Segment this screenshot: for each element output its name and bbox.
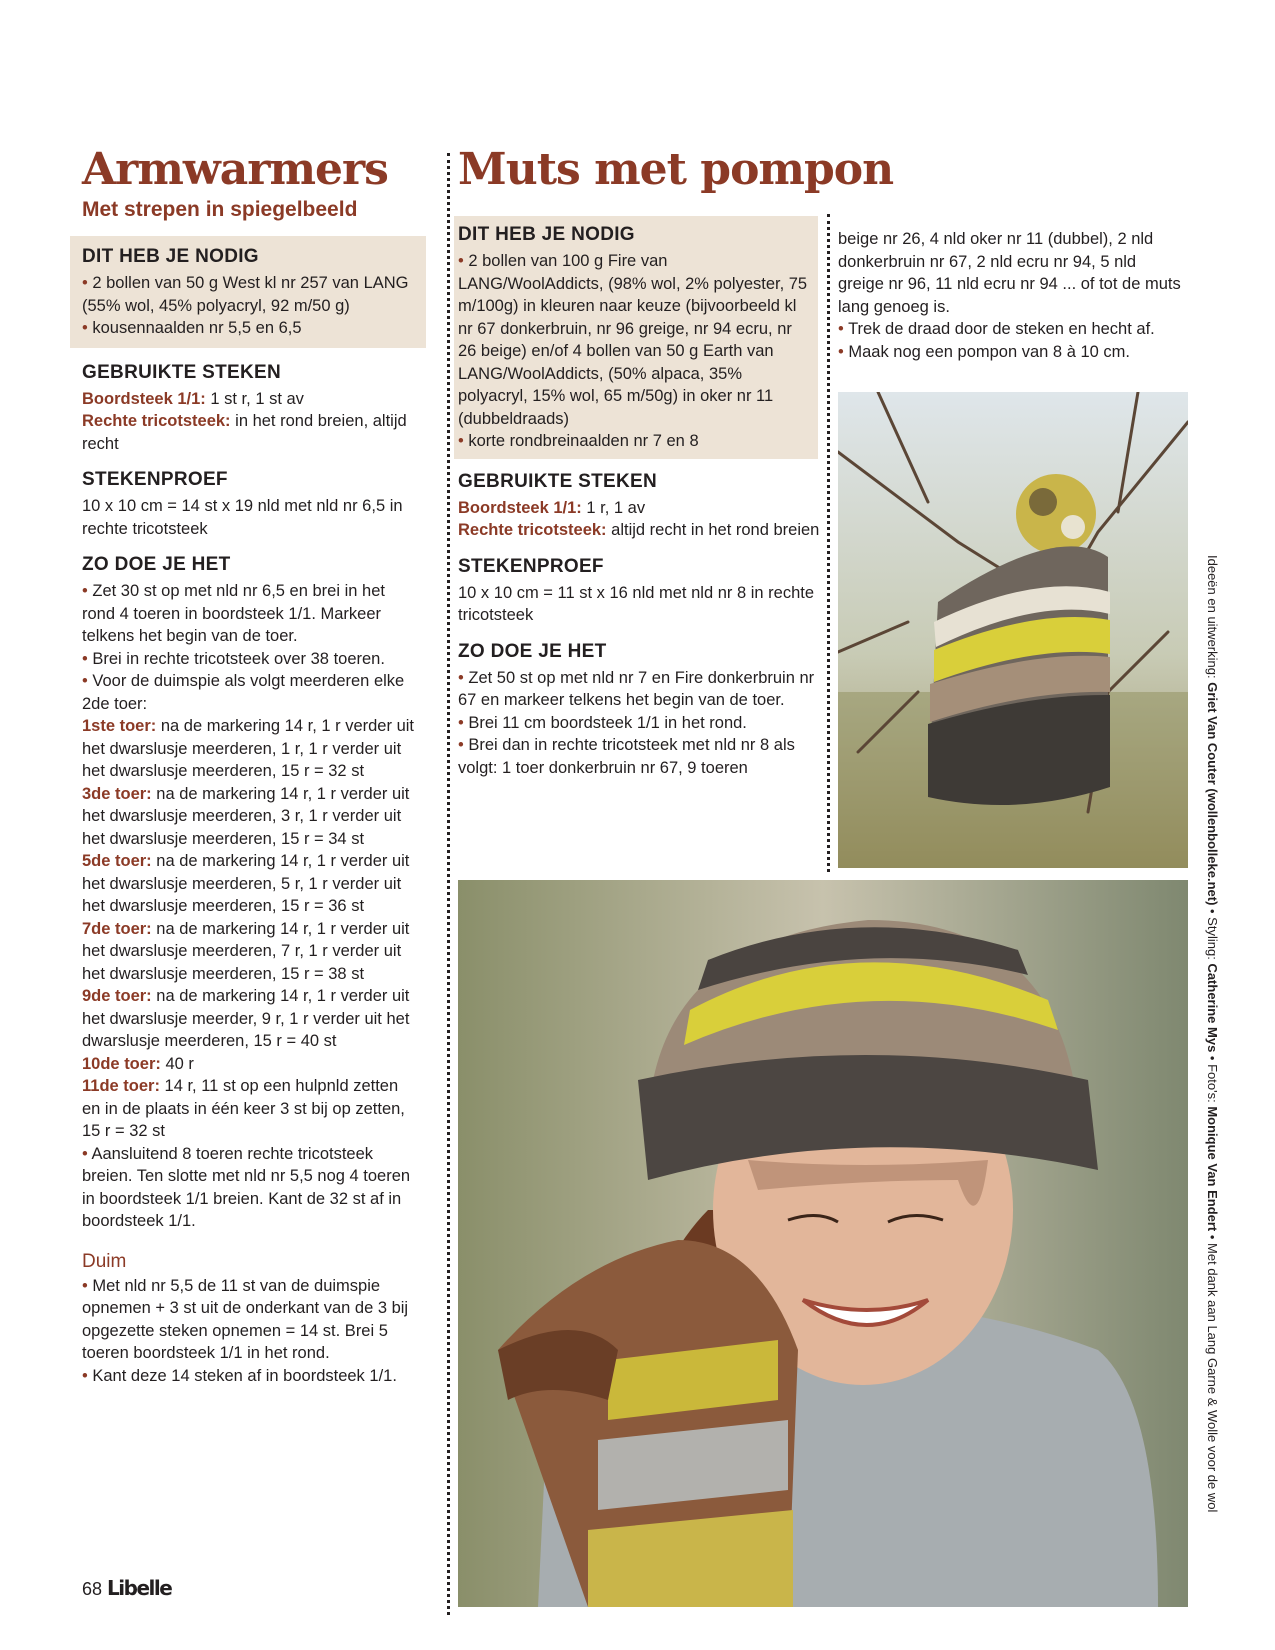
hat-gauge-text: 10 x 10 cm = 11 st x 16 nld met nld nr 8 in rechte tricotsteek — [458, 583, 815, 624]
hat-needs-item: • korte rondbreinaalden nr 7 en 8 — [458, 432, 699, 450]
continued-text: beige nr 26, 4 nld oker nr 11 (dubbel), 2 nld donkerbruin nr 67, 2 nld ecru nr 94, 5 nld greige nr 96, 11 nld ecru nr 94 ... of tot de muts lang genoeg is. — [838, 230, 1181, 316]
continued-item: • Maak nog een pompon van 8 à 10 cm. — [838, 342, 1130, 361]
armwarmers-stitches — [70, 348, 426, 456]
round-item: 7de toer: na de markering 14 r, 1 r verder uit het dwarslusje meerderen, 7 r, 1 r verder uit het dwarslusje meerderen, 15 r = 38 st — [82, 919, 410, 983]
page-footer — [82, 1576, 171, 1600]
round-item: 1ste toer: na de markering 14 r, 1 r verder uit het dwarslusje meerderen, 1 r, 1 r verder uit het dwarslusje meerderen, 15 r = 32 st — [82, 717, 414, 780]
howto-item: • Zet 50 st op met nld nr 7 en Fire donkerbruin nr 67 en markeer telkens het begin van de toer. — [458, 668, 815, 709]
stitch-item: Boordsteek 1/1: 1 r, 1 av — [458, 498, 646, 517]
hat-stitches-heading: GEBRUIKTE STEKEN — [458, 470, 658, 492]
photo-credits: Ideeën en uitwerking: Griet Van Couter (wollenbolleke.net) • Styling: Catherine Mys • Foto's: Monique Van Endert • Met dank aan Lang Garne & Wolle voor de wol — [1205, 555, 1220, 1513]
armwarmers-gauge-text: 10 x 10 cm = 14 st x 19 nld met nld nr 6,5 in rechte tricotsteek — [82, 497, 403, 538]
round-item: 9de toer: na de markering 14 r, 1 r verder uit het dwarslusje meerder, 9 r, 1 r verder uit het dwarslusje meerderen, 15 r = 40 st — [82, 987, 410, 1050]
thumb-item: • Kant deze 14 steken af in boordsteek 1/1. — [82, 1366, 397, 1385]
hat-gauge — [458, 542, 820, 627]
armwarmers-howto-heading: ZO DOE JE HET — [82, 554, 231, 575]
continued-item: • Trek de draad door de steken en hecht af. — [838, 320, 1155, 338]
hat-gauge-heading: STEKENPROEF — [458, 555, 604, 577]
howto-item: • Aansluitend 8 toeren rechte tricotsteek breien. Ten slotte met nld nr 5,5 nog 4 toeren in boordsteek 1/1 breien. Kant de 32 st af in boordsteek 1/1. — [82, 1144, 411, 1230]
round-item: 3de toer: na de markering 14 r, 1 r verder uit het dwarslusje meerderen, 3 r, 1 r verder uit het dwarslusje meerderen, 15 r = 34 st — [82, 784, 410, 848]
page-number: 68 — [82, 1579, 103, 1599]
armwarmers-needs-box — [70, 236, 426, 348]
round-item: 11de toer: 14 r, 11 st op een hulpnld zetten en in de plaats in één keer 3 st bij op zetten, 15 r = 32 st — [82, 1077, 405, 1140]
hat-title: Muts met pompon — [458, 144, 894, 195]
brand-logo: Libelle — [107, 1576, 172, 1600]
woman-photo-image — [458, 880, 1188, 1607]
column-divider — [827, 214, 830, 872]
armwarmers-column — [70, 144, 426, 1387]
howto-item: • Zet 30 st op met nld nr 6,5 en brei in het rond 4 toeren in boordsteek 1/1. Markeer telkens het begin van de toer. — [82, 582, 385, 645]
thumb-heading: Duim — [82, 1250, 127, 1272]
howto-item: • Brei dan in rechte tricotsteek met nld nr 8 als volgt: 1 toer donkerbruin nr 67, 9 toeren — [458, 736, 795, 777]
armwarmers-thumb — [70, 1233, 426, 1388]
hat-stitches — [458, 459, 820, 542]
armwarmers-title: Armwarmers — [82, 144, 388, 195]
thumb-item: • Met nld nr 5,5 de 11 st van de duimspie opnemen + 3 st uit de onderkant van de 3 bij opgezette steken opnemen = 14 st. Brei 5 toeren boordsteek 1/1 in het rond. — [82, 1276, 409, 1362]
hat-howto — [458, 627, 820, 780]
armwarmers-subtitle: Met strepen in spiegelbeeld — [82, 198, 358, 221]
hat-column — [458, 144, 894, 779]
hat-needs-heading: DIT HEB JE NODIG — [458, 224, 635, 245]
hat-needs-box — [454, 216, 818, 459]
armwarmers-howto — [70, 540, 426, 1233]
woman-photo — [458, 880, 1188, 1607]
armwarmers-needs-item: • kousennaalden nr 5,5 en 6,5 — [82, 319, 302, 337]
hat-photo — [838, 392, 1188, 868]
howto-item: • Brei 11 cm boordsteek 1/1 in het rond. — [458, 713, 747, 732]
round-item: 5de toer: na de markering 14 r, 1 r verder uit het dwarslusje meerderen, 5 r, 1 r verder uit het dwarslusje meerderen, 15 r = 36 st — [82, 852, 410, 915]
hat-howto-heading: ZO DOE JE HET — [458, 640, 607, 662]
howto-item: • Voor de duimspie als volgt meerderen elke 2de toer: — [82, 672, 405, 713]
column-divider — [447, 153, 450, 1615]
stitch-item: Boordsteek 1/1: 1 st r, 1 st av — [82, 389, 304, 408]
armwarmers-stitches-heading: GEBRUIKTE STEKEN — [82, 361, 282, 383]
armwarmers-gauge-heading: STEKENPROEF — [82, 469, 228, 490]
round-item: 10de toer: 40 r — [82, 1054, 194, 1073]
armwarmers-needs-heading: DIT HEB JE NODIG — [82, 246, 259, 267]
stitch-item: Rechte tricotsteek: in het rond breien, altijd recht — [82, 412, 407, 453]
hat-photo-image — [838, 392, 1188, 868]
hat-continued — [838, 228, 1183, 363]
howto-item: • Brei in rechte tricotsteek over 38 toeren. — [82, 649, 385, 668]
armwarmers-gauge — [70, 455, 426, 540]
armwarmers-needs-item: • 2 bollen van 50 g West kl nr 257 van LANG (55% wol, 45% polyacryl, 92 m/50 g) — [82, 274, 409, 315]
stitch-item: Rechte tricotsteek: altijd recht in het rond breien — [458, 521, 820, 539]
hat-needs-item: • 2 bollen van 100 g Fire van LANG/WoolAddicts, (98% wol, 2% polyester, 75 m/100g) in kleuren naar keuze (bijvoorbeeld kl nr 67 donkerbruin, nr 96 greige, nr 94 ecru, nr 26 beige) en/of 4 bollen van 50 g Earth van LANG/WoolAddicts, (50% alpaca, 35% polyacryl, 15% wol, 65 m/50g) in oker nr 11 (dubbeldraads) — [458, 252, 808, 428]
